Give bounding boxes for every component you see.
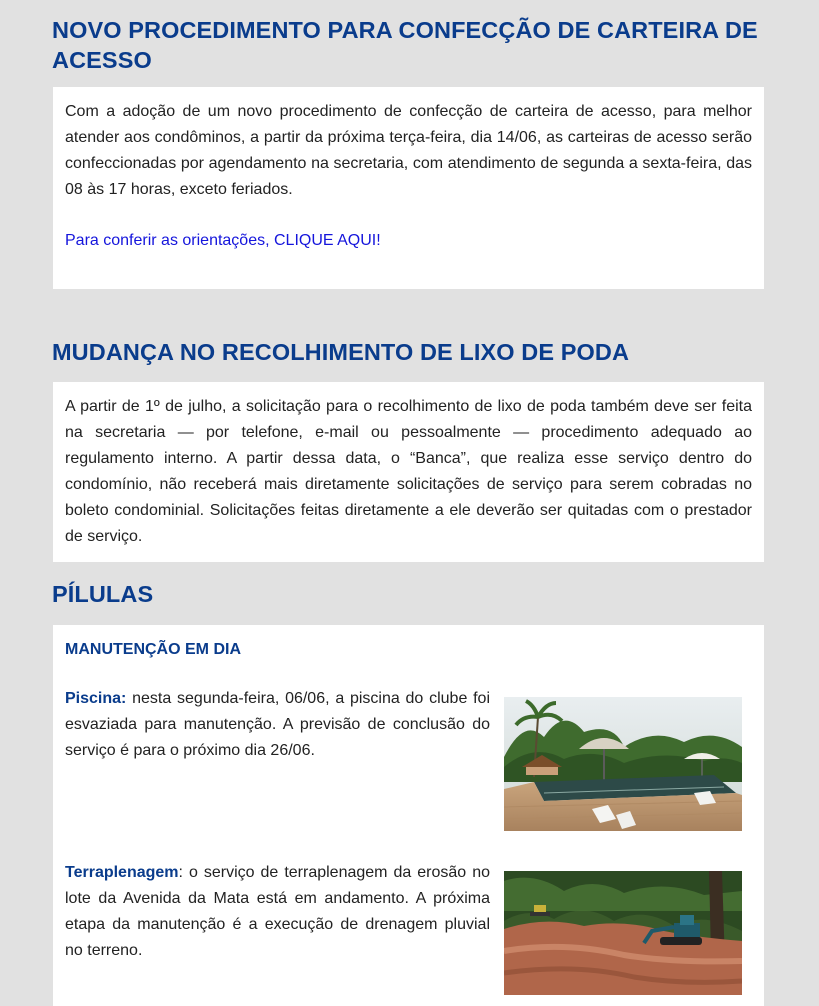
carteira-body: Com a adoção de um novo procedimento de confecção de carteira de acesso, para melhor atender aos condôminos, a partir da próxima terça-feira, dia 14/06, as carteiras de acesso serão confeccionadas por agendamento na secretaria, com atendimento de segunda a sexta-feira, das 08 às 17 horas, exceto feriados. (65, 103, 752, 198)
earthwork-photo (504, 871, 742, 995)
section-title-pilulas: PÍLULAS (52, 581, 154, 607)
terraplenagem-item (65, 860, 490, 964)
lixo-poda-card (53, 382, 764, 562)
terraplenagem-text: : o serviço de terraplenagem da erosão no lote da Avenida da Mata está em andamento. A próxima etapa da manutenção é a execução de drenagem pluvial no terreno. (65, 864, 490, 959)
pilulas-card (53, 625, 764, 1006)
piscina-text: nesta segunda-feira, 06/06, a piscina do clube foi esvaziada para manutenção. A previsão de conclusão do serviço é para o próximo dia 26/06. (65, 690, 490, 759)
section-title-carteira: NOVO PROCEDIMENTO PARA CONFECÇÃO DE CARTEIRA DE ACESSO (52, 17, 758, 73)
clique-aqui-link[interactable]: Para conferir as orientações, CLIQUE AQUI! (65, 232, 381, 249)
section-title-lixo-poda: MUDANÇA NO RECOLHIMENTO DE LIXO DE PODA (52, 339, 630, 365)
terraplenagem-lead: Terraplenagem (65, 864, 179, 881)
lixo-poda-body: A partir de 1º de julho, a solicitação para o recolhimento de lixo de poda também deve ser feita na secretaria — por telefone, e-mail ou pessoalmente — procedimento adequado ao regulamento interno. A partir dessa data, o “Banca”, que realiza esse serviço dentro do condomínio, não receberá mais diretamente solicitações de serviço para serem cobradas no boleto condominial. Solicitações feitas diretamente a ele deverão ser quitadas com o prestador de serviço. (65, 398, 752, 545)
piscina-lead: Piscina: (65, 690, 127, 707)
pool-photo (504, 697, 742, 831)
piscina-item (65, 686, 490, 764)
carteira-card (53, 87, 764, 289)
manutencao-subhead: MANUTENÇÃO EM DIA (65, 641, 241, 658)
